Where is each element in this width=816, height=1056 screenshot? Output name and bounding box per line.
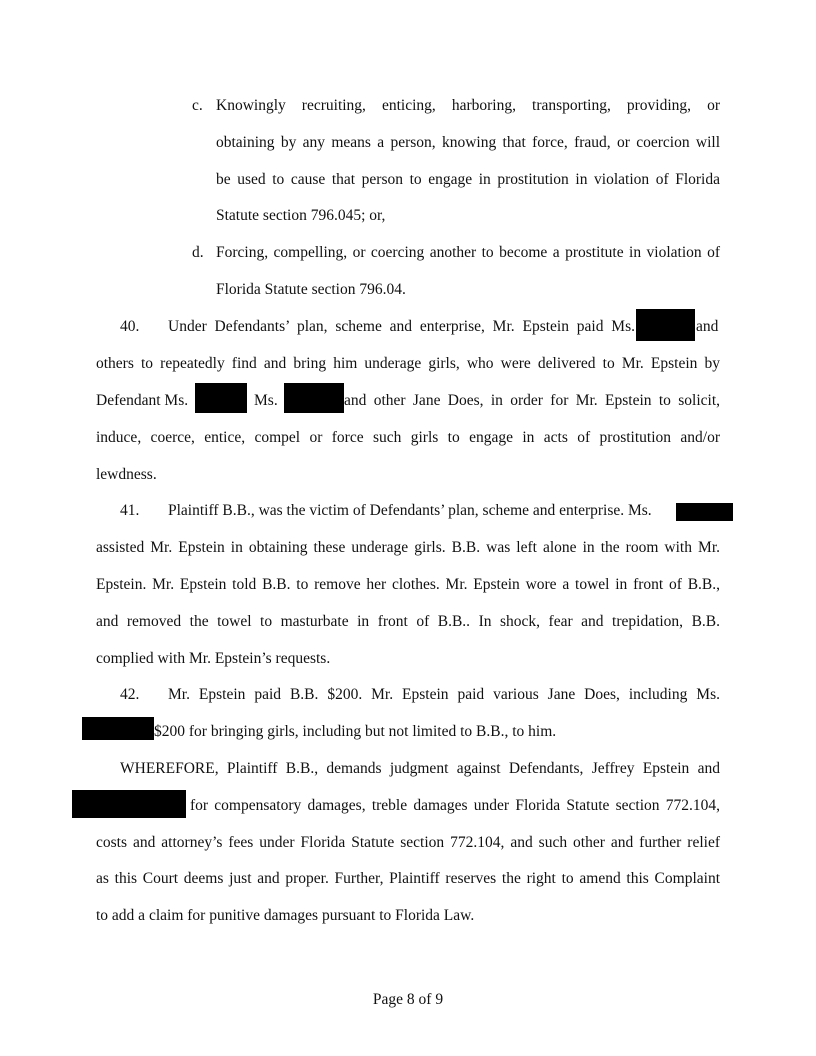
para-42-line-1: Mr. Epstein paid B.B. $200. Mr. Epstein paid various Jane Does, including Ms. (168, 686, 720, 703)
para-40-line-5: lewdness. (96, 466, 157, 483)
list-c-line-2: obtaining by any means a person, knowing that force, fraud, or coercion will (216, 134, 720, 151)
para-41-number: 41. (120, 502, 140, 519)
list-c-line-4: Statute section 796.045; or, (216, 207, 386, 224)
para-40-line-3b: Ms. (254, 392, 278, 409)
list-c-line-1: Knowingly recruiting, enticing, harboring, transporting, providing, or (216, 97, 720, 114)
para-40-line-3a: Defendant Ms. (96, 392, 189, 409)
list-c-line-3: be used to cause that person to engage in prostitution in violation of Florida (216, 171, 720, 188)
para-41-line-3: Epstein. Mr. Epstein told B.B. to remove her clothes. Mr. Epstein wore a towel in front of B.B., (96, 576, 720, 593)
redaction-box (82, 717, 154, 740)
para-42-line-2: $200 for bringing girls, including but not limited to B.B., to him. (154, 723, 557, 740)
para-40-line-4: induce, coerce, entice, compel or force such girls to engage in acts of prostitution and/or (96, 429, 720, 446)
para-40-line-1b: and (696, 318, 719, 335)
para-40-line-2: others to repeatedly find and bring him underage girls, who were delivered to Mr. Epstein by (96, 355, 720, 372)
redaction-box (284, 383, 344, 413)
para-41-line-2: assisted Mr. Epstein in obtaining these underage girls. B.B. was left alone in the room with Mr. (96, 539, 720, 556)
list-marker-d: d. (192, 244, 204, 261)
wherefore-line-5: to add a claim for punitive damages pursuant to Florida Law. (96, 907, 475, 924)
para-42-number: 42. (120, 686, 140, 703)
page-number: Page 8 of 9 (372, 991, 444, 1008)
para-40-line-3c: and other Jane Does, in order for Mr. Epstein to solicit, (344, 392, 720, 409)
wherefore-line-4: as this Court deems just and proper. Further, Plaintiff reserves the right to amend this Complaint (96, 870, 720, 887)
wherefore-line-3: costs and attorney’s fees under Florida Statute section 772.104, and such other and further relief (96, 834, 720, 851)
redaction-box (676, 503, 733, 521)
redaction-box (195, 383, 247, 413)
list-d-line-2: Florida Statute section 796.04. (216, 281, 406, 298)
redaction-box (636, 309, 695, 341)
para-41-line-5: complied with Mr. Epstein’s requests. (96, 650, 331, 667)
redaction-box (72, 790, 186, 818)
list-marker-c: c. (192, 97, 203, 114)
wherefore-line-1: WHEREFORE, Plaintiff B.B., demands judgment against Defendants, Jeffrey Epstein and (120, 760, 720, 777)
wherefore-line-2: for compensatory damages, treble damages under Florida Statute section 772.104, (190, 797, 720, 814)
para-40-line-1a: Under Defendants’ plan, scheme and enterprise, Mr. Epstein paid Ms. (168, 318, 635, 335)
para-41-line-1: Plaintiff B.B., was the victim of Defendants’ plan, scheme and enterprise. Ms. (168, 502, 652, 519)
para-41-line-4: and removed the towel to masturbate in front of B.B.. In shock, fear and trepidation, B.B. (96, 613, 720, 630)
para-40-number: 40. (120, 318, 140, 335)
list-d-line-1: Forcing, compelling, or coercing another to become a prostitute in violation of (216, 244, 720, 261)
